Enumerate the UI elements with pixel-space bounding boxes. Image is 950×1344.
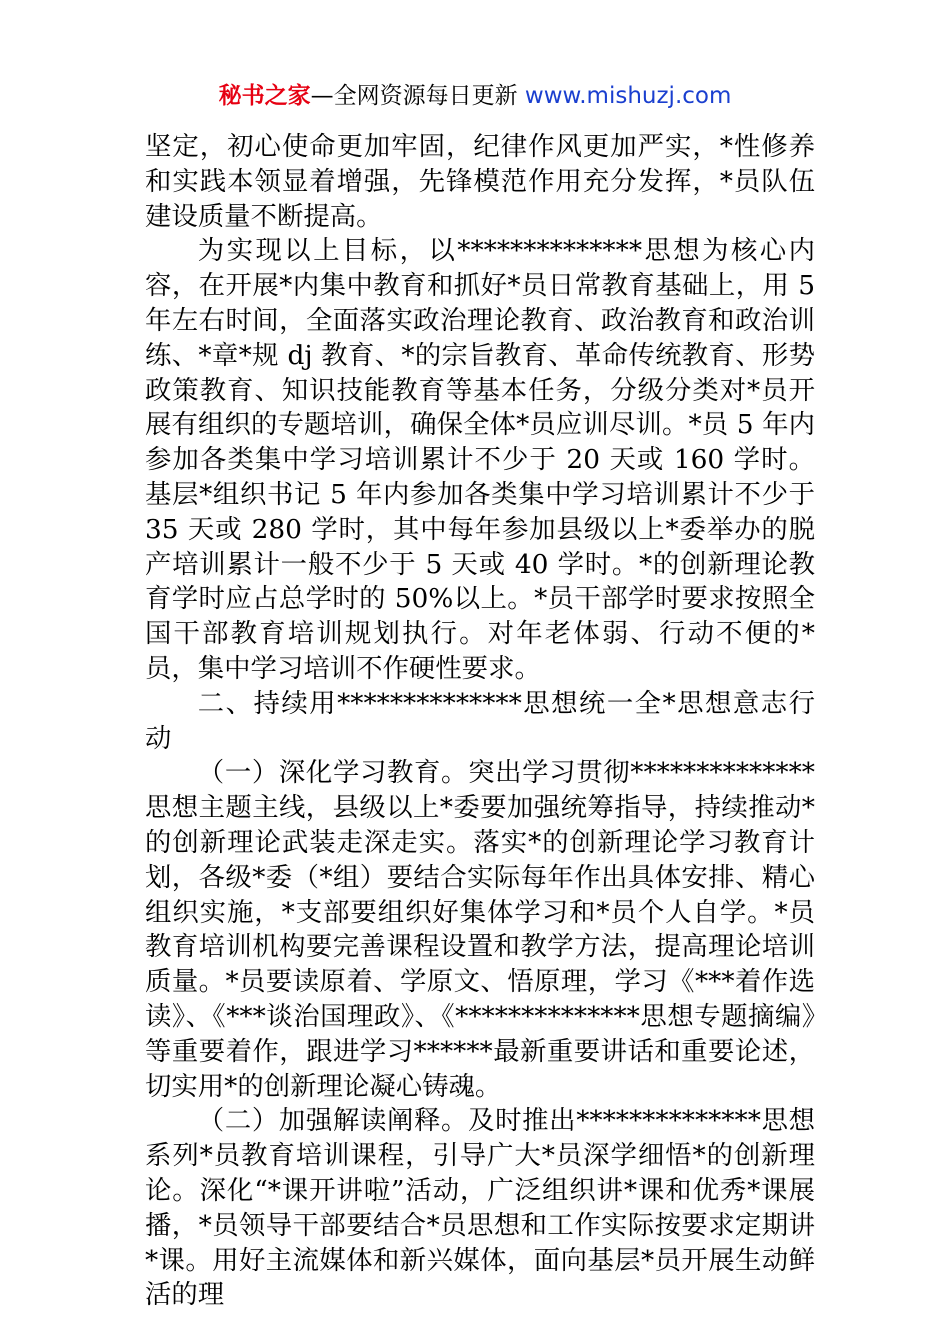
paragraph-continuation: 坚定，初心使命更加牢固，纪律作风更加严实，*性修养和实践本领显着增强，先锋模范作用充分发挥，*员队伍建设质量不断提高。: [145, 131, 815, 232]
header-slogan: —全网资源每日更新: [310, 83, 525, 109]
header-brand: 秘书之家: [218, 83, 311, 109]
paragraph-goals: 为实现以上目标，以**************思想为核心内容，在开展*内集中教育和抓好*员日常教育基础上，用 5 年左右时间，全面落实政治理论教育、政治教育和政治训练、*章*规 dj 教育、*的宗旨教育、革命传统教育、形势政策教育、知识技能教育等基本任务，分级分类对*员开展有组织的专题培训，确保全体*员应训尽训。*员 5 年内参加各类集中学习培训累计不少于 20 天或 160 学时。基层*组织书记 5 年内参加各类集中学习培训累计不少于 35 天或 280 学时，其中每年参加县级以上*委举办的脱产培训累计一般不少于 5 天或 40 学时。*的创新理论教育学时应占总学时的 50%以上。*员干部学时要求按照全国干部教育培训规划执行。对年老体弱、行动不便的*员，集中学习培训不作硬性要求。: [145, 235, 815, 684]
section-heading: 二、持续用**************思想统一全*思想意志行动: [145, 687, 815, 754]
paragraph-interpretation: （二）加强解读阐释。及时推出**************思想系列*员教育培训课程，引导广大*员深学细悟*的创新理论。深化“*课开讲啦”活动，广泛组织讲*课和优秀*课展播，*员领导干部要结合*员思想和工作实际按要求定期讲*课。用好主流媒体和新兴媒体，面向基层*员开展生动鲜活的理: [145, 1105, 815, 1311]
header-url[interactable]: www.mishuzj.com: [524, 83, 732, 109]
document-body: [145, 130, 815, 1313]
page-header: [0, 80, 950, 112]
paragraph-deepen-study: （一）深化学习教育。突出学习贯彻**************思想主题主线，县级以上*委要加强统筹指导，持续推动*的创新理论武装走深走实。落实*的创新理论学习教育计划，各级*委（*组）要结合实际每年作出具体安排、精心组织实施，*支部要组织好集体学习和*员个人自学。*员教育培训机构要完善课程设置和教学方法，提高理论培训质量。*员要读原着、学原文、悟原理，学习《***着作选读》、《***谈治国理政》、《**************思想专题摘编》等重要着作，跟进学习******最新重要讲话和重要论述，切实用*的创新理论凝心铸魂。: [145, 757, 815, 1102]
